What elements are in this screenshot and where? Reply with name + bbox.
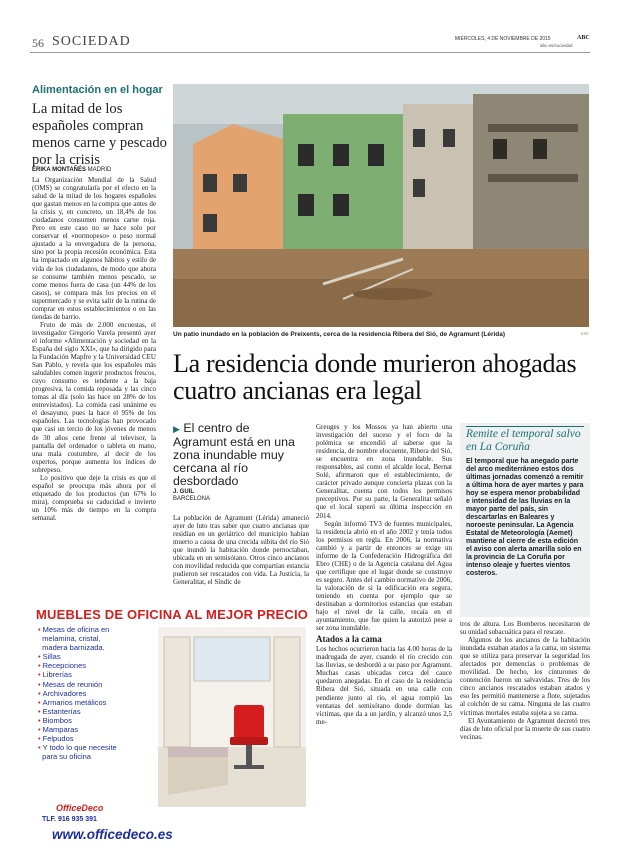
bullet-icon: • — [38, 725, 41, 735]
flood-photo — [173, 84, 589, 327]
ad-list-item: • Recepciones — [38, 661, 86, 671]
ad-list-item: madera barnizada. — [42, 643, 105, 653]
bullet-icon: • — [38, 661, 41, 671]
ad-list-item: melamina, cristal, — [42, 634, 101, 644]
photo-credit: EFE — [581, 331, 589, 336]
ad-list-item: • Y todo lo que necesite — [38, 743, 117, 753]
bullet-icon: • — [38, 697, 41, 707]
ad-brand-logo: OfficeDeco — [56, 803, 104, 813]
ad-list-item: • Armarios metálicos — [38, 697, 107, 707]
main-article-column-2 — [316, 423, 452, 848]
main-article-paragraph: Algunos de los ancianos de la habitación inundada estaban atados a la cama, un sistema que se utiliza para preservar la seguridad los afectados por demencias o problemas de movilidad. De hecho, los cinturones de contención fueron un salvavidas. Tres de los cinco ancianos rescatados estaban atados y eso les permitió mantenerse a flote, sujetados al colchón de su cama. Ninguna de las cuatro víctimas mortales estaba sujeta a su cama. — [460, 636, 590, 717]
flood-photo-illustration — [173, 84, 589, 327]
furniture-advertisement[interactable] — [32, 603, 308, 846]
triangle-bullet-icon: ▶ — [173, 424, 180, 434]
bullet-icon: • — [38, 734, 41, 744]
bullet-icon: • — [38, 652, 41, 662]
main-article-deck — [173, 422, 305, 488]
office-furniture-illustration — [158, 627, 306, 807]
left-article-headline: La mitad de los españoles compran menos carne y pescado por la crisis — [32, 101, 167, 168]
byline-place: BARCELONA — [173, 496, 211, 502]
byline-name: J. GUIL — [173, 489, 195, 495]
newspaper-logo: ABC — [577, 35, 590, 41]
byline-name: ÉRIKA MONTAÑÉS — [32, 167, 86, 173]
left-article-paragraph: La Organización Mundial de la Salud (OMS) se congratularía por el efecto en la salud de la mitad de los hogares españoles que gastan menos en la compra que antes de la crisis y, en concreto, un 18,4% de los ciudadanos consumen menos carne roja. Pero en este caso no se hace solo por conservar el «normopeso» o peso normal ajustado a la envergadura de la persona, sino por la propia recesión económica. Esta ha impactado en algunos hábitos y estilo de vida de los ciudadanos, de modo que ahora se consume también menos pescado, se come menos fuera de casa (un 44% de los casos), se compara más los precios en el supermercado y se evita salir de la rutina de comprar en estos establecimientos o en las tiendas de barrio. — [32, 176, 156, 321]
page-number: 56 — [32, 36, 44, 50]
ad-list-item: • Librerías — [38, 670, 72, 680]
bullet-icon: • — [38, 688, 41, 698]
sidebar-body: El temporal que ha anegado parte del arco mediterráneo estos dos últimas jornadas comenzó a remitir a última hora de ayer martes y para hoy se espera menor probabilidad e intensidad de las lluvias en la mayor parte del país, sin descartarlas en Baleares y noroeste peninsular. La Agencia Estatal de Meteorología (Aemet) mantiene al cierre de esta edición el aviso con alerta amarilla solo en la provincia de La Coruña por intenso oleaje y fuertes vientos costeros. — [466, 458, 584, 577]
bullet-icon: • — [38, 743, 41, 753]
left-article-byline — [32, 167, 111, 173]
deck-text: El centro de Agramunt está en una zona inundable muy cercana al río desbordado — [173, 421, 295, 488]
bullet-icon: • — [38, 679, 41, 689]
left-article-paragraph: Fruto de más de 2.000 encuestas, el investigador Gregorio Varela presentó ayer el informe «Alimentación y sociedad en la España del siglo XXI», que ha dirigido para la Fundación Mapfre y la Universidad CEU San Pablo, y revela que los españoles más saludables comen ingerir productos frescos, cuyo consumo es tendente a la baja progresiva, la comida reposada y las cinco tomas al día (solo las hace un 28% de los entrevistados). La comida casi unánime es el desayuno, pues la hace el 95% de los españoles. Las tecnologías han provocado que casi un tercio de los jóvenes de menos de 30 años cene frente al televisor, la pantalla del ordenador o tableta en mano, una mala costumbre, al decir de los expertos, porque aumenta los índices de sobrepeso. — [32, 320, 156, 474]
issue-date: MIÉRCOLES, 4 DE NOVIEMBRE DE 2015 — [455, 36, 551, 42]
ad-list-item: • Felpudos — [38, 734, 74, 744]
main-article-byline — [173, 489, 210, 503]
bullet-icon: • — [38, 715, 41, 725]
main-article-paragraph: El Ayuntamiento de Agramunt decretó tres días de luto oficial por la muerte de sus cuatro vecinas. — [460, 716, 590, 741]
bullet-icon: • — [38, 670, 41, 680]
main-article-paragraph: La población de Agramunt (Lérida) amaneció ayer de luto tras saber que cuatro ancianas que residían en un geriátrico del municipio habían muerto a causa de una crecida súbita del río Sió que inundó la habitación donde pernoctaban, ubicada en un semisótano. Otros cinco ancianos con movilidad reducida que compartían estancia pudieron ser rescatados con vida. La Justicia, la Generalitat, el Síndic de — [173, 514, 309, 587]
main-article-subhead: Atados a la cama — [316, 634, 382, 645]
left-article-paragraph: Lo positivo que deje la crisis es que el español se preocupa más ahora por el etiquetado de los productos (un 67% lo mira), comprueba su caducidad e invierte un 10% más de tiempo en la compra semanal. — [32, 473, 156, 522]
ad-product-list — [38, 625, 156, 761]
header-rule — [30, 52, 590, 53]
left-article-body — [32, 176, 156, 610]
ad-list-item: • Biombos — [38, 715, 72, 725]
section-url: abc.es/sociedad — [540, 43, 573, 48]
sidebar-rule — [466, 426, 584, 427]
ad-title: MUEBLES DE OFICINA AL MEJOR PRECIO — [36, 607, 308, 622]
ad-list-item: • Archivadores — [38, 688, 87, 698]
ad-list-item: • Mesas de reunión — [38, 679, 103, 689]
main-article-paragraph: Greuges y los Mossos ya han abierto una investigación del suceso y el foco de la polémica se encendió al saberse que la residencia, de nombre elocuente, Ribera del Sió, se encuentra en zona inundable. Sus responsables, así como el alcalde local, Bernat Solé, afirmaron que el establecimiento, de carácter privado aunque concierta plazas con la Generalitat, cuenta con todos los permisos preceptivos. Por su parte, la Generalitat señaló que el local superó su última inspección en 2014. — [316, 423, 452, 520]
ad-list-item: • Mamparas — [38, 725, 79, 735]
section-title: SOCIEDAD — [52, 34, 131, 49]
main-article-paragraph: tros de altura. Los Bomberos necesitaron de su unidad subacuática para el rescate. — [460, 620, 590, 637]
bullet-icon: • — [38, 625, 41, 634]
ad-list-item: • Estanterías — [38, 706, 81, 716]
photo-caption: Un patio inundado en la población de Preixents, cerca de la residencia Ribera del Sió, de Agramunt (Lérida) — [173, 331, 506, 338]
main-article-column-1 — [173, 514, 309, 599]
main-article-column-3 — [460, 620, 590, 846]
ad-phone: TLF. 916 935 391 — [42, 816, 97, 823]
ad-list-item: para su oficina — [42, 752, 91, 762]
left-article-kicker: Alimentación en el hogar — [32, 84, 163, 96]
byline-place: MADRID — [87, 167, 112, 173]
ad-list-item: • Sillas — [38, 652, 61, 662]
bullet-icon: • — [38, 706, 41, 716]
main-headline: La residencia donde murieron ahogadas cuatro ancianas era legal — [173, 349, 577, 405]
main-article-paragraph: Los hechos ocurrieron hacia las 4.00 horas de la madrugada de ayer, cuando el río crecido con las lluvias, se desbordó a su paso por Agramunt. Muchas casas ubicadas cerca del cauce quedaron anegadas. En el caso de la residencia Ribera del Sió, situada en una calle con pendiente junto al río, el agua rompió las ventanas del semisótano donde dormían las víctimas, que da a un jardín, y alcanzó unos 2,5 me- — [316, 645, 452, 726]
ad-website-link[interactable]: www.officedeco.es — [52, 827, 173, 842]
main-article-paragraph: Según informó TV3 de fuentes municipales, la residencia abrió en el año 2002 y tenía todos los permisos en regla. En 2006, la normativa cambió y a partir de entonces se exige un informe de la Confederación Hidrográfica del Ebro (CHE) o de la Agencia catalana del Agua que certifique que el lugar donde se construye es seguro. Antes del cambio normativo de 2006, la valoración de si la edificación era segura, teniendo en cuenta por ejemplo que se destinaban a dormitorios estancias que estaban bajo el nivel de la calle, recaía en el ayuntamiento, que fue quien la autorizó pese a ser zona inundable. — [316, 519, 452, 633]
ad-list-item: • Mesas de oficina en — [38, 625, 110, 634]
sidebar-title: Remite el temporal salvo en La Coruña — [466, 428, 581, 453]
weather-sidebar — [460, 423, 590, 617]
